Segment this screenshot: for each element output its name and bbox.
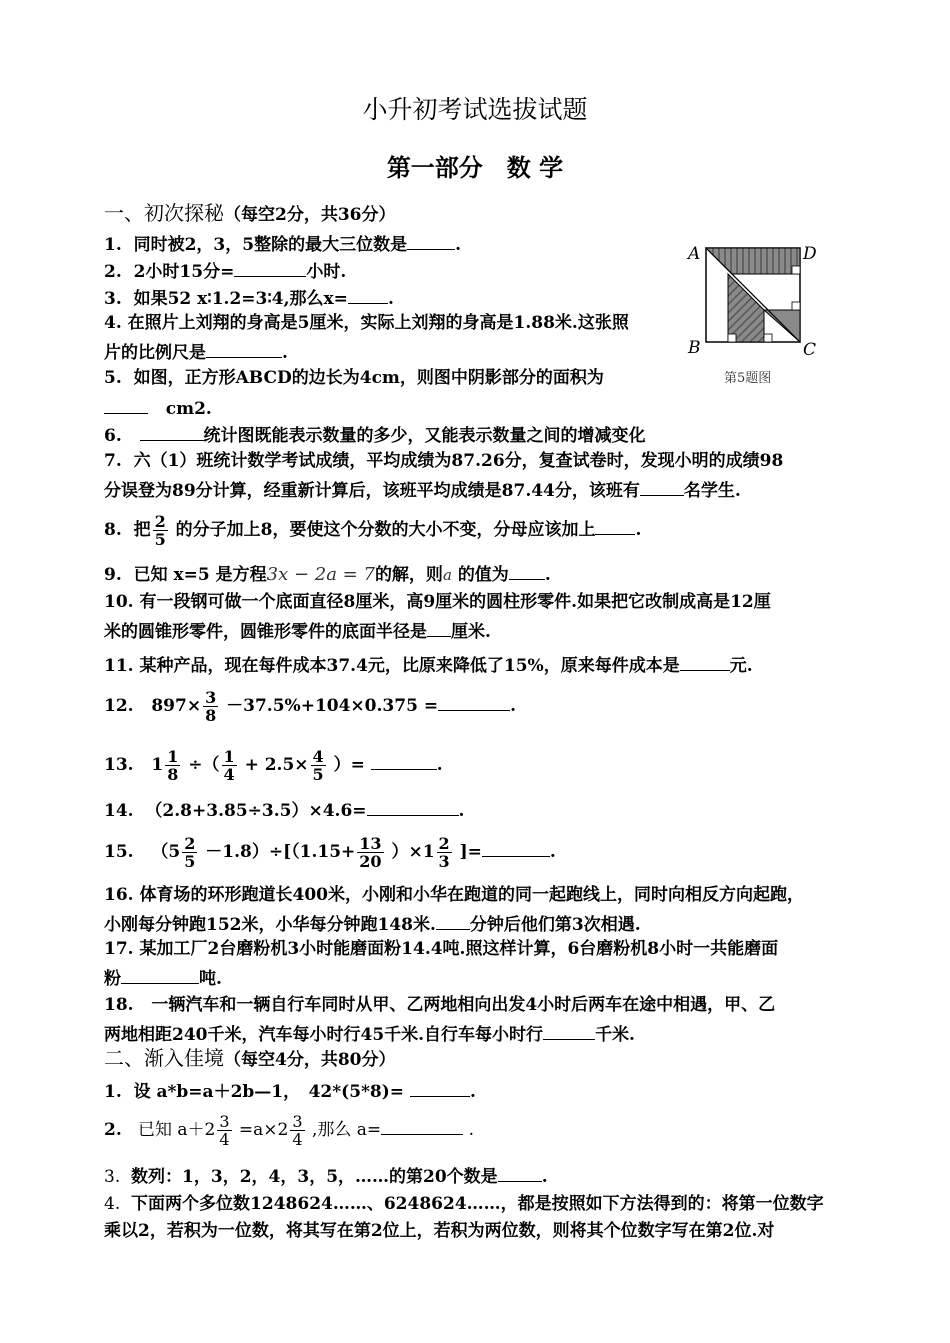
question-1 [104,231,461,256]
question-17-line2 [104,965,222,990]
q10-text-1: 有一段钢可做一个底面直径8厘米，高9厘米的圆柱形零件.如果把它改制成高是12厘 [139,592,771,612]
q16-text-1: 体育场的环形跑道长400米，小刚和小华在跑道的同一起跑线上，同时向相反方向起跑， [139,885,804,905]
q9-post: 的值为 [457,565,509,585]
q14-end: . [458,801,465,821]
q16-text-2: 小刚每分钟跑152米，小华每分钟跑148米. [104,915,436,935]
section2-title: 二、渐入佳境 [104,1046,224,1070]
q3-number: 3. [104,289,122,309]
q2-text: 2小时15分= [133,262,235,282]
q2-number: 2. [104,262,122,282]
s2q2-post: ,那么 a= [311,1120,382,1140]
q17-text-1: 某加工厂2台磨粉机3小时能磨面粉14.4吨.照这样计算，6台磨粉机8小时一共能磨面 [139,939,779,959]
q4-text-1: 在照片上刘翔的身高是5厘米，实际上刘翔的身高是1.88米.这张照 [127,313,629,333]
right-angle-mark-bottom-left [728,334,736,342]
q15-f1-numerator: 2 [184,834,196,853]
q11-answer-blank[interactable] [680,652,730,671]
q9-variable: a [442,566,452,584]
q15-f2-denominator: 20 [359,852,382,871]
q6-text: 统计图既能表示数量的多少，又能表示数量之间的增减变化 [203,426,646,446]
q13-f2-numerator: 1 [223,747,235,766]
figure-caption: 第5题图 [724,371,772,386]
s2q1-text: 设 a*b=a＋2b—1， 42*(5*8)= [133,1082,405,1102]
section2-heading [104,1045,396,1073]
q12-end: . [510,696,516,716]
q2-end: 小时. [306,262,347,282]
s2q2-f1-denominator: 4 [219,1130,230,1149]
question-16-line2 [104,911,641,936]
vertex-label-b: B [688,338,701,358]
q8-answer-blank[interactable] [595,516,635,535]
s2q4-text-1: 下面两个多位数1248624……、6248624……，都是按照如下方法得到的：将第一位数字 [131,1194,824,1214]
s2q2-f2-numerator: 3 [292,1112,303,1131]
s2q3-number: 3. [104,1167,121,1187]
q15-fraction-1 [182,835,197,870]
q13-f2-denominator: 4 [223,765,235,784]
q15-f1-denominator: 5 [184,852,196,871]
question-16-line1 [104,884,804,906]
question-8 [104,510,641,550]
q17-text-2: 粉 [104,969,121,989]
q7-text-3: 名学生. [683,481,741,501]
q9-equation: 3x − 2a = 7 [266,564,375,585]
s2q4-text-2: 乘以2，若积为一位数，将其写在第2位上，若积为两位数，则将其个位数字写在第2位.对 [104,1221,775,1241]
q13-answer-blank[interactable] [371,751,437,770]
q9-pre: 已知 x=5 是方程 [133,565,267,585]
q13-fraction-2 [222,748,237,783]
q11-text: 某种产品，现在每件成本37.4元，比原来降低了15%，原来每件成本是 [139,656,680,676]
q15-f3-denominator: 3 [438,852,450,871]
q13-post: ）= [333,755,365,775]
q5-number: 5. [104,368,122,388]
q18-text-2: 两地相距240千米，汽车每小时行45千米.自行车每小时行 [104,1025,544,1045]
question-18-line2 [104,1021,635,1046]
question-18-line1 [104,994,775,1016]
q8-pre: 把 [133,520,151,540]
s2q3-text: 数列：1，3，2，4，3，5，……的第20个数是 [131,1167,498,1187]
s2q1-answer-blank[interactable] [410,1078,470,1097]
q1-end: . [455,235,462,255]
s2-question-1 [104,1078,476,1103]
q15-answer-blank[interactable] [482,838,550,857]
q9-answer-blank[interactable] [509,561,545,580]
q7-answer-blank[interactable] [640,477,684,496]
q12-post: －37.5%+104×0.375 = [226,696,439,716]
question-10-line1 [104,591,771,613]
q2-answer-blank[interactable] [234,258,306,277]
question-11 [104,652,753,677]
right-angle-mark-top [792,266,800,274]
q16-answer-blank[interactable] [436,911,470,930]
q13-f3-numerator: 4 [312,747,324,766]
question-17-line1 [104,938,778,960]
q12-numerator: 3 [205,688,217,707]
q7-text-2: 分误登为89分计算，经重新计算后，该班平均成绩是87.44分，该班有 [104,481,640,501]
question-14 [104,797,464,822]
q8-numerator: 2 [154,512,166,531]
q15-mid: －1.8）÷[（1.15+ [205,842,356,862]
q9-number: 9. [104,565,122,585]
q3-answer-blank[interactable] [348,285,388,304]
s2q4-number: 4. [104,1194,121,1214]
q1-number: 1. [104,235,122,255]
q16-number: 16. [104,885,134,905]
q17-text-3: 吨. [199,969,222,989]
question-7-line1 [104,450,783,472]
q13-mid: ÷（ [188,755,220,775]
s2-question-2 [104,1110,474,1150]
vertex-label-d: D [803,244,817,264]
q1-answer-blank[interactable] [407,231,455,250]
s2-question-4-line1 [104,1193,824,1215]
q15-number: 15. [104,842,134,862]
q12-fraction [203,689,218,724]
q17-answer-blank[interactable] [121,965,199,984]
question-15 [104,832,556,872]
q8-end: . [635,520,642,540]
q18-answer-blank[interactable] [543,1021,595,1040]
question-6 [104,422,646,447]
question-7-line2 [104,477,741,502]
q5-unit: cm2. [165,399,212,419]
vertex-label-c: C [803,340,817,360]
q15-mid2: ）×1 [391,842,435,862]
question-3 [104,285,394,310]
q13-f1-denominator: 8 [167,765,179,784]
q11-end: 元. [729,656,753,676]
right-angle-mark-mid [792,302,800,310]
q15-pre: （5 [151,842,181,862]
vertex-label-a: A [688,244,701,264]
s2q1-end: . [469,1082,476,1102]
q15-end: . [549,842,556,862]
q15-fraction-2 [357,835,383,870]
q13-mid2: + 2.5× [244,755,309,775]
question-12 [104,686,516,726]
q15-fraction-3 [437,835,452,870]
q10-text-3: 厘米. [451,622,491,642]
s2q3-end: . [541,1167,548,1187]
q4-number: 4. [104,313,122,333]
part-title: 第一部分 数 学 [386,153,564,182]
s2q2-f1-numerator: 3 [219,1112,230,1131]
q8-text: 的分子加上8，要使这个分数的大小不变，分母应该加上 [175,520,596,540]
q5-text: 如图，正方形ABCD的边长为4cm，则图中阴影部分的面积为 [133,368,604,388]
q13-fraction-3 [311,748,326,783]
right-angle-mark-bottom-right [764,334,772,342]
q8-number: 8. [104,520,122,540]
q13-number: 13. [104,755,134,775]
q8-denominator: 5 [154,530,166,549]
q4-answer-blank[interactable] [206,339,282,358]
s2q2-number: 2. [104,1120,122,1140]
q9-end: . [544,565,551,585]
s2-question-3 [104,1163,548,1188]
q7-number: 7. [104,451,122,471]
q3-text: 如果52 x∶1.2=3∶4,那么x= [133,289,348,309]
q7-text-1: 六（1）班统计数学考试成绩，平均成绩为87.26分，复查试卷时，发现小明的成绩98 [133,451,784,471]
q1-text: 同时被2，3，5整除的最大三位数是 [133,235,408,255]
q10-number: 10. [104,592,134,612]
s2q2-fraction-2 [290,1113,304,1148]
q6-answer-blank[interactable] [140,422,204,441]
question-10-line2 [104,618,491,643]
q12-answer-blank[interactable] [438,692,510,711]
q18-text-1: 一辆汽车和一辆自行车同时从甲、乙两地相向出发4小时后两车在途中相遇，甲、乙 [151,995,776,1015]
q14-number: 14. [104,801,134,821]
q10-text-2: 米的圆锥形零件，圆锥形零件的底面半径是 [104,622,427,642]
q12-pre: 897× [151,696,202,716]
q9-mid: 的解，则 [374,565,443,585]
q5-answer-blank[interactable] [104,395,148,414]
q13-fraction-1 [165,748,180,783]
q12-number: 12. [104,696,134,716]
q13-f3-denominator: 5 [312,765,324,784]
question-2 [104,258,346,283]
q15-f2-numerator: 13 [359,834,382,853]
section1-title: 一、初次探秘 [104,201,224,225]
question-4-line1 [104,312,629,334]
q15-post: ]= [459,842,482,862]
q14-answer-blank[interactable] [367,797,459,816]
q3-end: . [387,289,394,309]
s2-question-4-line2 [104,1220,774,1242]
s2q2-mid: =a×2 [238,1120,289,1140]
s2q1-number: 1. [104,1082,122,1102]
s2q3-answer-blank[interactable] [498,1163,542,1182]
q16-text-3: 分钟后他们第3次相遇. [469,915,641,935]
s2q2-end: . [468,1120,474,1140]
section1-score: （每空2分，共36分） [224,205,396,225]
q17-number: 17. [104,939,134,959]
s2q2-pre: 已知 a＋2 [137,1120,216,1140]
q4-end: . [282,343,288,363]
q13-f1-numerator: 1 [167,747,179,766]
s2q2-f2-denominator: 4 [292,1130,303,1149]
q18-text-3: 千米. [595,1025,635,1045]
question-13 [104,745,443,785]
q15-f3-numerator: 2 [438,834,450,853]
s2q2-fraction-1 [217,1113,231,1148]
page-title: 小升初考试选拔试题 [362,95,588,124]
question-4-line2 [104,339,288,364]
question-5-line1 [104,367,604,389]
question-5-line2 [104,395,212,420]
q18-number: 18. [104,995,134,1015]
q14-text: （2.8+3.85÷3.5）×4.6= [145,801,367,821]
q4-text-2: 片的比例尺是 [104,343,206,363]
section1-heading [104,200,396,228]
q13-whole: 1 [151,755,164,775]
s2q2-answer-blank[interactable] [381,1116,463,1135]
q10-answer-blank[interactable] [427,618,451,637]
q8-fraction [153,513,168,548]
q6-number: 6. [104,426,122,446]
q13-end: . [436,755,443,775]
q12-denominator: 8 [205,706,217,725]
question-9 [104,561,551,586]
section2-score: （每空4分，共80分） [224,1050,396,1070]
q11-number: 11. [104,656,134,676]
